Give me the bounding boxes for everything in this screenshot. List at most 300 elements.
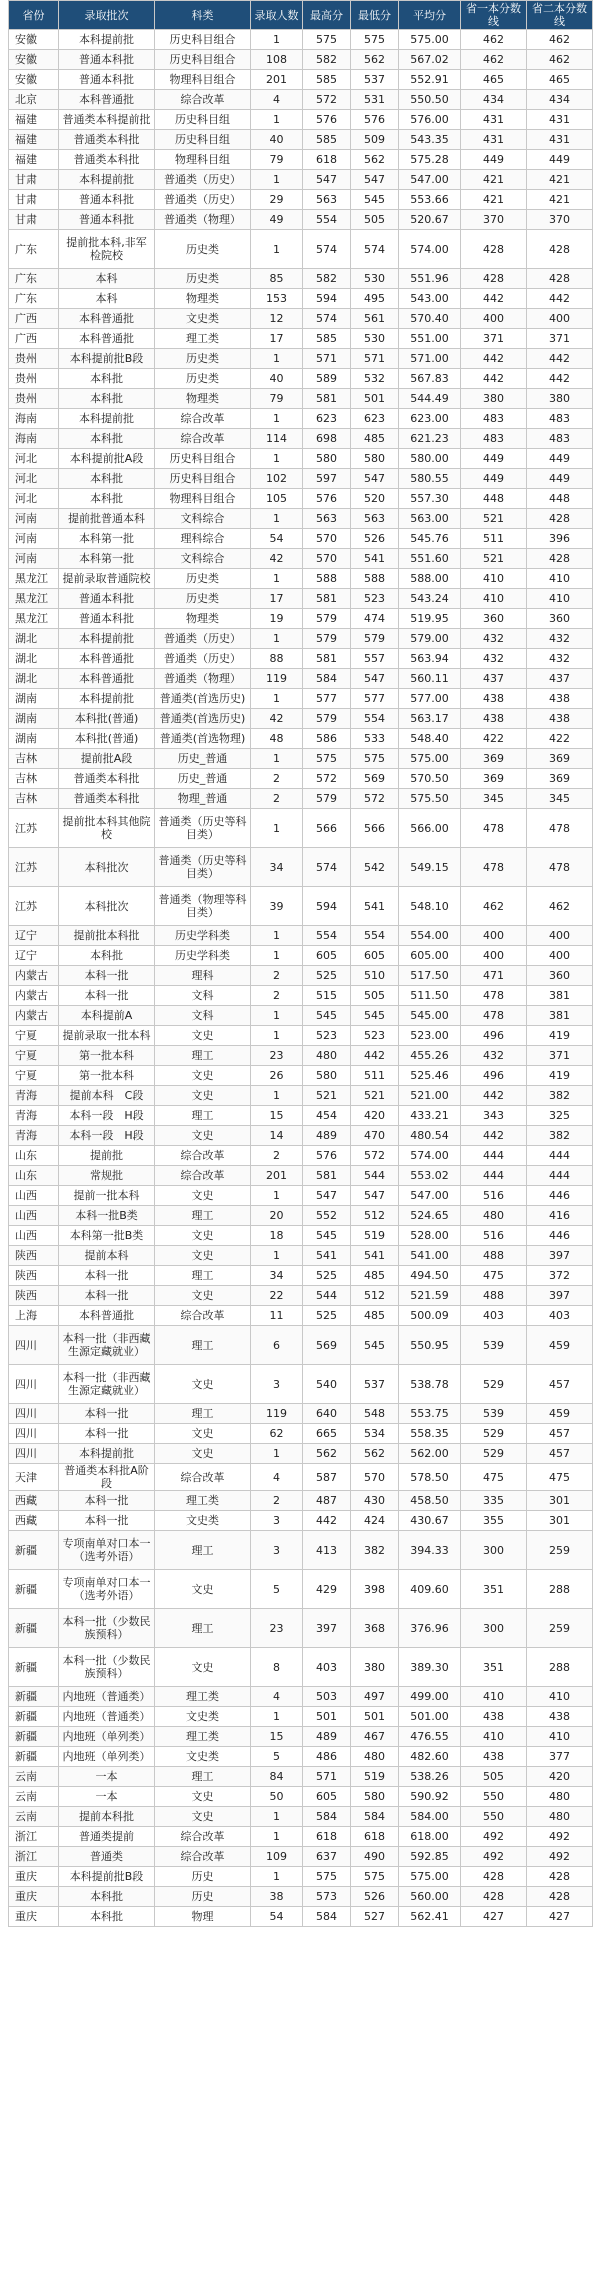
- cell-admission-batch: 普通类本科批: [59, 150, 155, 170]
- cell-province: 内蒙古: [9, 966, 59, 986]
- cell-tier1-line: 400: [461, 946, 527, 966]
- cell-min-score: 530: [351, 269, 399, 289]
- cell-subject-category: 综合改革: [155, 1827, 251, 1847]
- table-row: [9, 1444, 593, 1464]
- cell-tier2-line: 371: [527, 329, 593, 349]
- table-row: [9, 1531, 593, 1570]
- cell-max-score: 576: [303, 110, 351, 130]
- cell-province: 重庆: [9, 1867, 59, 1887]
- cell-province: 四川: [9, 1444, 59, 1464]
- cell-max-score: 523: [303, 1026, 351, 1046]
- cell-tier2-line: 259: [527, 1609, 593, 1648]
- cell-admission-batch: 本科批次: [59, 848, 155, 887]
- table-row: [9, 1727, 593, 1747]
- cell-tier1-line: 432: [461, 1046, 527, 1066]
- cell-tier2-line: 381: [527, 986, 593, 1006]
- cell-tier2-line: 478: [527, 809, 593, 848]
- cell-tier1-line: 300: [461, 1531, 527, 1570]
- table-row: [9, 1807, 593, 1827]
- cell-admitted-count: 1: [251, 509, 303, 529]
- cell-province: 宁夏: [9, 1046, 59, 1066]
- cell-subject-category: 物理科目组: [155, 150, 251, 170]
- cell-subject-category: 物理_普通: [155, 789, 251, 809]
- header-admission-batch: 录取批次: [59, 1, 155, 30]
- cell-province: 安徽: [9, 70, 59, 90]
- cell-max-score: 563: [303, 509, 351, 529]
- cell-avg-score: 499.00: [399, 1687, 461, 1707]
- cell-subject-category: 物理: [155, 1907, 251, 1927]
- cell-max-score: 584: [303, 669, 351, 689]
- table-row: [9, 529, 593, 549]
- cell-admitted-count: 17: [251, 329, 303, 349]
- cell-province: 内蒙古: [9, 1006, 59, 1026]
- cell-province: 陕西: [9, 1286, 59, 1306]
- table-row: [9, 269, 593, 289]
- cell-tier1-line: 480: [461, 1206, 527, 1226]
- cell-subject-category: 理工: [155, 1531, 251, 1570]
- table-row: [9, 1570, 593, 1609]
- cell-subject-category: 历史类: [155, 230, 251, 269]
- cell-tier2-line: 432: [527, 649, 593, 669]
- cell-tier2-line: 483: [527, 429, 593, 449]
- cell-province: 新疆: [9, 1531, 59, 1570]
- cell-tier2-line: 462: [527, 30, 593, 50]
- cell-min-score: 537: [351, 70, 399, 90]
- cell-avg-score: 588.00: [399, 569, 461, 589]
- cell-min-score: 512: [351, 1206, 399, 1226]
- cell-avg-score: 576.00: [399, 110, 461, 130]
- cell-min-score: 490: [351, 1847, 399, 1867]
- cell-subject-category: 理工: [155, 1404, 251, 1424]
- cell-min-score: 562: [351, 1444, 399, 1464]
- table-row: [9, 1006, 593, 1026]
- cell-admission-batch: 普通本科批: [59, 210, 155, 230]
- cell-tier1-line: 360: [461, 609, 527, 629]
- cell-max-score: 489: [303, 1126, 351, 1146]
- cell-admission-batch: 本科批: [59, 1907, 155, 1927]
- cell-min-score: 580: [351, 1787, 399, 1807]
- cell-min-score: 547: [351, 1186, 399, 1206]
- cell-province: 广东: [9, 289, 59, 309]
- cell-avg-score: 543.35: [399, 130, 461, 150]
- cell-min-score: 420: [351, 1106, 399, 1126]
- cell-max-score: 618: [303, 1827, 351, 1847]
- cell-admitted-count: 105: [251, 489, 303, 509]
- cell-avg-score: 575.00: [399, 1867, 461, 1887]
- table-row: [9, 1306, 593, 1326]
- cell-subject-category: 历史类: [155, 569, 251, 589]
- cell-tier2-line: 360: [527, 609, 593, 629]
- cell-max-score: 581: [303, 389, 351, 409]
- cell-min-score: 554: [351, 709, 399, 729]
- cell-max-score: 442: [303, 1511, 351, 1531]
- cell-province: 广西: [9, 309, 59, 329]
- cell-avg-score: 482.60: [399, 1747, 461, 1767]
- cell-avg-score: 541.00: [399, 1246, 461, 1266]
- cell-max-score: 480: [303, 1046, 351, 1066]
- cell-province: 黑龙江: [9, 589, 59, 609]
- cell-admission-batch: 提前本科 C段: [59, 1086, 155, 1106]
- cell-subject-category: 文科: [155, 986, 251, 1006]
- cell-max-score: 579: [303, 629, 351, 649]
- cell-admitted-count: 3: [251, 1531, 303, 1570]
- cell-min-score: 442: [351, 1046, 399, 1066]
- cell-max-score: 597: [303, 469, 351, 489]
- cell-max-score: 554: [303, 210, 351, 230]
- cell-admission-batch: 本科一段 H段: [59, 1106, 155, 1126]
- cell-max-score: 574: [303, 230, 351, 269]
- cell-min-score: 505: [351, 986, 399, 1006]
- cell-province: 河南: [9, 549, 59, 569]
- cell-admitted-count: 1: [251, 1867, 303, 1887]
- cell-avg-score: 547.00: [399, 170, 461, 190]
- cell-min-score: 523: [351, 589, 399, 609]
- cell-province: 重庆: [9, 1887, 59, 1907]
- cell-subject-category: 综合改革: [155, 1847, 251, 1867]
- cell-province: 青海: [9, 1126, 59, 1146]
- cell-admitted-count: 2: [251, 1146, 303, 1166]
- cell-max-score: 585: [303, 329, 351, 349]
- cell-max-score: 594: [303, 289, 351, 309]
- cell-tier2-line: 419: [527, 1066, 593, 1086]
- cell-admitted-count: 1: [251, 1807, 303, 1827]
- cell-tier2-line: 301: [527, 1491, 593, 1511]
- cell-admitted-count: 23: [251, 1609, 303, 1648]
- cell-admission-batch: 本科提前批A段: [59, 449, 155, 469]
- cell-min-score: 495: [351, 289, 399, 309]
- header-avg-score: 平均分: [399, 1, 461, 30]
- table-row: [9, 369, 593, 389]
- cell-min-score: 533: [351, 729, 399, 749]
- cell-max-score: 521: [303, 1086, 351, 1106]
- table-row: [9, 70, 593, 90]
- cell-admitted-count: 42: [251, 549, 303, 569]
- cell-max-score: 618: [303, 150, 351, 170]
- cell-max-score: 541: [303, 1246, 351, 1266]
- cell-avg-score: 621.23: [399, 429, 461, 449]
- cell-admission-batch: 本科提前批: [59, 689, 155, 709]
- cell-admission-batch: 普通本科批: [59, 190, 155, 210]
- cell-subject-category: 历史科目组合: [155, 30, 251, 50]
- cell-admission-batch: 第一批本科: [59, 1066, 155, 1086]
- admission-score-table: [8, 0, 593, 1927]
- cell-admitted-count: 42: [251, 709, 303, 729]
- cell-tier2-line: 465: [527, 70, 593, 90]
- cell-province: 浙江: [9, 1827, 59, 1847]
- cell-province: 湖北: [9, 649, 59, 669]
- cell-avg-score: 563.94: [399, 649, 461, 669]
- cell-min-score: 424: [351, 1511, 399, 1531]
- cell-tier2-line: 420: [527, 1767, 593, 1787]
- cell-max-score: 588: [303, 569, 351, 589]
- cell-subject-category: 综合改革: [155, 90, 251, 110]
- cell-tier1-line: 448: [461, 489, 527, 509]
- cell-avg-score: 605.00: [399, 946, 461, 966]
- cell-subject-category: 普通类（物理）: [155, 669, 251, 689]
- cell-admission-batch: 本科批次: [59, 887, 155, 926]
- cell-min-score: 512: [351, 1286, 399, 1306]
- cell-admission-batch: 提前录取普通院校: [59, 569, 155, 589]
- cell-min-score: 566: [351, 809, 399, 848]
- cell-min-score: 509: [351, 130, 399, 150]
- cell-avg-score: 579.00: [399, 629, 461, 649]
- table-row: [9, 1286, 593, 1306]
- cell-avg-score: 553.02: [399, 1166, 461, 1186]
- table-row: [9, 1326, 593, 1365]
- cell-avg-score: 571.00: [399, 349, 461, 369]
- cell-tier2-line: 437: [527, 669, 593, 689]
- cell-admission-batch: 本科批: [59, 946, 155, 966]
- cell-admission-batch: 本科一批: [59, 966, 155, 986]
- cell-admission-batch: 本科普通批: [59, 649, 155, 669]
- cell-tier1-line: 369: [461, 749, 527, 769]
- cell-admission-batch: 本科: [59, 289, 155, 309]
- cell-min-score: 523: [351, 1026, 399, 1046]
- cell-admitted-count: 8: [251, 1648, 303, 1687]
- cell-subject-category: 文史: [155, 1226, 251, 1246]
- cell-admission-batch: 第一批本科: [59, 1046, 155, 1066]
- cell-avg-score: 618.00: [399, 1827, 461, 1847]
- cell-max-score: 563: [303, 190, 351, 210]
- cell-avg-score: 580.55: [399, 469, 461, 489]
- table-row: [9, 1186, 593, 1206]
- cell-admission-batch: 普通类本科批: [59, 130, 155, 150]
- table-row: [9, 1246, 593, 1266]
- cell-avg-score: 575.00: [399, 30, 461, 50]
- cell-avg-score: 430.67: [399, 1511, 461, 1531]
- cell-subject-category: 文史: [155, 1365, 251, 1404]
- cell-tier1-line: 465: [461, 70, 527, 90]
- cell-admission-batch: 本科一段 H段: [59, 1126, 155, 1146]
- cell-tier1-line: 403: [461, 1306, 527, 1326]
- cell-max-score: 545: [303, 1226, 351, 1246]
- cell-min-score: 577: [351, 689, 399, 709]
- table-row: [9, 429, 593, 449]
- cell-province: 新疆: [9, 1707, 59, 1727]
- cell-admitted-count: 119: [251, 669, 303, 689]
- cell-max-score: 584: [303, 1807, 351, 1827]
- cell-subject-category: 文史: [155, 1648, 251, 1687]
- cell-max-score: 562: [303, 1444, 351, 1464]
- cell-max-score: 571: [303, 349, 351, 369]
- cell-admitted-count: 3: [251, 1365, 303, 1404]
- cell-max-score: 665: [303, 1424, 351, 1444]
- cell-avg-score: 547.00: [399, 1186, 461, 1206]
- cell-admitted-count: 1: [251, 30, 303, 50]
- cell-min-score: 531: [351, 90, 399, 110]
- cell-province: 黑龙江: [9, 569, 59, 589]
- cell-admitted-count: 5: [251, 1747, 303, 1767]
- cell-province: 甘肃: [9, 210, 59, 230]
- cell-min-score: 561: [351, 309, 399, 329]
- cell-avg-score: 409.60: [399, 1570, 461, 1609]
- table-row: [9, 649, 593, 669]
- cell-min-score: 562: [351, 50, 399, 70]
- cell-tier2-line: 432: [527, 629, 593, 649]
- cell-tier1-line: 438: [461, 689, 527, 709]
- cell-max-score: 574: [303, 848, 351, 887]
- cell-tier2-line: 380: [527, 389, 593, 409]
- table-row: [9, 90, 593, 110]
- cell-tier1-line: 511: [461, 529, 527, 549]
- cell-min-score: 511: [351, 1066, 399, 1086]
- cell-province: 吉林: [9, 769, 59, 789]
- cell-tier1-line: 488: [461, 1286, 527, 1306]
- cell-avg-score: 376.96: [399, 1609, 461, 1648]
- cell-admitted-count: 1: [251, 569, 303, 589]
- cell-tier2-line: 492: [527, 1847, 593, 1867]
- cell-province: 宁夏: [9, 1066, 59, 1086]
- cell-tier2-line: 431: [527, 110, 593, 130]
- cell-tier1-line: 483: [461, 429, 527, 449]
- cell-province: 甘肃: [9, 190, 59, 210]
- cell-max-score: 515: [303, 986, 351, 1006]
- table-row: [9, 150, 593, 170]
- cell-province: 重庆: [9, 1907, 59, 1927]
- cell-tier1-line: 351: [461, 1648, 527, 1687]
- cell-min-score: 497: [351, 1687, 399, 1707]
- cell-province: 四川: [9, 1424, 59, 1444]
- cell-admitted-count: 3: [251, 1511, 303, 1531]
- cell-avg-score: 528.00: [399, 1226, 461, 1246]
- cell-tier2-line: 427: [527, 1907, 593, 1927]
- cell-avg-score: 578.50: [399, 1464, 461, 1491]
- cell-province: 河北: [9, 449, 59, 469]
- cell-tier1-line: 335: [461, 1491, 527, 1511]
- cell-province: 福建: [9, 110, 59, 130]
- cell-admitted-count: 1: [251, 1006, 303, 1026]
- cell-tier1-line: 300: [461, 1609, 527, 1648]
- cell-min-score: 520: [351, 489, 399, 509]
- cell-admitted-count: 34: [251, 848, 303, 887]
- cell-province: 山西: [9, 1226, 59, 1246]
- cell-subject-category: 物理科目组合: [155, 70, 251, 90]
- table-row: [9, 609, 593, 629]
- cell-tier1-line: 492: [461, 1827, 527, 1847]
- cell-admitted-count: 108: [251, 50, 303, 70]
- table-row: [9, 30, 593, 50]
- table-row: [9, 309, 593, 329]
- cell-admitted-count: 85: [251, 269, 303, 289]
- cell-tier2-line: 370: [527, 210, 593, 230]
- cell-admission-batch: 本科一批: [59, 1266, 155, 1286]
- cell-max-score: 623: [303, 409, 351, 429]
- cell-subject-category: 普通类（历史等科目类）: [155, 848, 251, 887]
- cell-subject-category: 文史: [155, 1444, 251, 1464]
- cell-province: 云南: [9, 1807, 59, 1827]
- cell-min-score: 480: [351, 1747, 399, 1767]
- cell-min-score: 398: [351, 1570, 399, 1609]
- cell-tier1-line: 370: [461, 210, 527, 230]
- cell-min-score: 576: [351, 110, 399, 130]
- cell-tier2-line: 462: [527, 50, 593, 70]
- cell-admitted-count: 6: [251, 1326, 303, 1365]
- cell-subject-category: 文科综合: [155, 549, 251, 569]
- cell-subject-category: 文史: [155, 1086, 251, 1106]
- cell-max-score: 544: [303, 1286, 351, 1306]
- table-row: [9, 729, 593, 749]
- cell-tier1-line: 475: [461, 1266, 527, 1286]
- cell-max-score: 573: [303, 1887, 351, 1907]
- cell-max-score: 579: [303, 709, 351, 729]
- cell-avg-score: 562.00: [399, 1444, 461, 1464]
- cell-min-score: 554: [351, 926, 399, 946]
- cell-min-score: 541: [351, 549, 399, 569]
- cell-admission-batch: 本科批: [59, 369, 155, 389]
- cell-province: 陕西: [9, 1266, 59, 1286]
- cell-min-score: 557: [351, 649, 399, 669]
- cell-subject-category: 物理类: [155, 389, 251, 409]
- table-row: [9, 809, 593, 848]
- cell-avg-score: 563.17: [399, 709, 461, 729]
- cell-tier2-line: 372: [527, 1266, 593, 1286]
- cell-subject-category: 文史类: [155, 309, 251, 329]
- cell-max-score: 585: [303, 130, 351, 150]
- cell-max-score: 566: [303, 809, 351, 848]
- table-row: [9, 1404, 593, 1424]
- cell-subject-category: 历史科目组合: [155, 449, 251, 469]
- cell-max-score: 584: [303, 1907, 351, 1927]
- cell-min-score: 579: [351, 629, 399, 649]
- cell-tier1-line: 516: [461, 1226, 527, 1246]
- cell-subject-category: 理科: [155, 966, 251, 986]
- cell-max-score: 605: [303, 1787, 351, 1807]
- cell-avg-score: 480.54: [399, 1126, 461, 1146]
- table-row: [9, 1226, 593, 1246]
- cell-admission-batch: 内地班（普通类）: [59, 1687, 155, 1707]
- cell-admitted-count: 54: [251, 529, 303, 549]
- cell-province: 云南: [9, 1787, 59, 1807]
- cell-admitted-count: 1: [251, 809, 303, 848]
- cell-admission-batch: 本科提前批B段: [59, 349, 155, 369]
- cell-province: 辽宁: [9, 946, 59, 966]
- cell-min-score: 505: [351, 210, 399, 230]
- cell-min-score: 534: [351, 1424, 399, 1444]
- cell-avg-score: 519.95: [399, 609, 461, 629]
- cell-province: 福建: [9, 150, 59, 170]
- cell-subject-category: 普通类（历史）: [155, 629, 251, 649]
- cell-tier1-line: 529: [461, 1365, 527, 1404]
- cell-admitted-count: 40: [251, 369, 303, 389]
- cell-admitted-count: 40: [251, 130, 303, 150]
- cell-subject-category: 历史科目组: [155, 130, 251, 150]
- cell-min-score: 530: [351, 329, 399, 349]
- cell-tier1-line: 529: [461, 1424, 527, 1444]
- cell-tier2-line: 480: [527, 1787, 593, 1807]
- cell-province: 新疆: [9, 1648, 59, 1687]
- cell-subject-category: 理工: [155, 1266, 251, 1286]
- cell-tier1-line: 438: [461, 709, 527, 729]
- cell-max-score: 572: [303, 90, 351, 110]
- cell-admitted-count: 4: [251, 1687, 303, 1707]
- cell-admitted-count: 22: [251, 1286, 303, 1306]
- cell-admission-batch: 专项南单对口本一（选考外语）: [59, 1531, 155, 1570]
- cell-min-score: 521: [351, 1086, 399, 1106]
- cell-subject-category: 历史科目组: [155, 110, 251, 130]
- cell-province: 广东: [9, 230, 59, 269]
- cell-admission-batch: 本科第一批: [59, 549, 155, 569]
- cell-subject-category: 历史科目组合: [155, 50, 251, 70]
- table-row: [9, 289, 593, 309]
- cell-min-score: 541: [351, 887, 399, 926]
- cell-province: 山西: [9, 1186, 59, 1206]
- cell-admission-batch: 内地班（单列类）: [59, 1727, 155, 1747]
- table-row: [9, 848, 593, 887]
- cell-avg-score: 567.02: [399, 50, 461, 70]
- cell-max-score: 637: [303, 1847, 351, 1867]
- cell-admission-batch: 本科第一批B类: [59, 1226, 155, 1246]
- cell-min-score: 537: [351, 1365, 399, 1404]
